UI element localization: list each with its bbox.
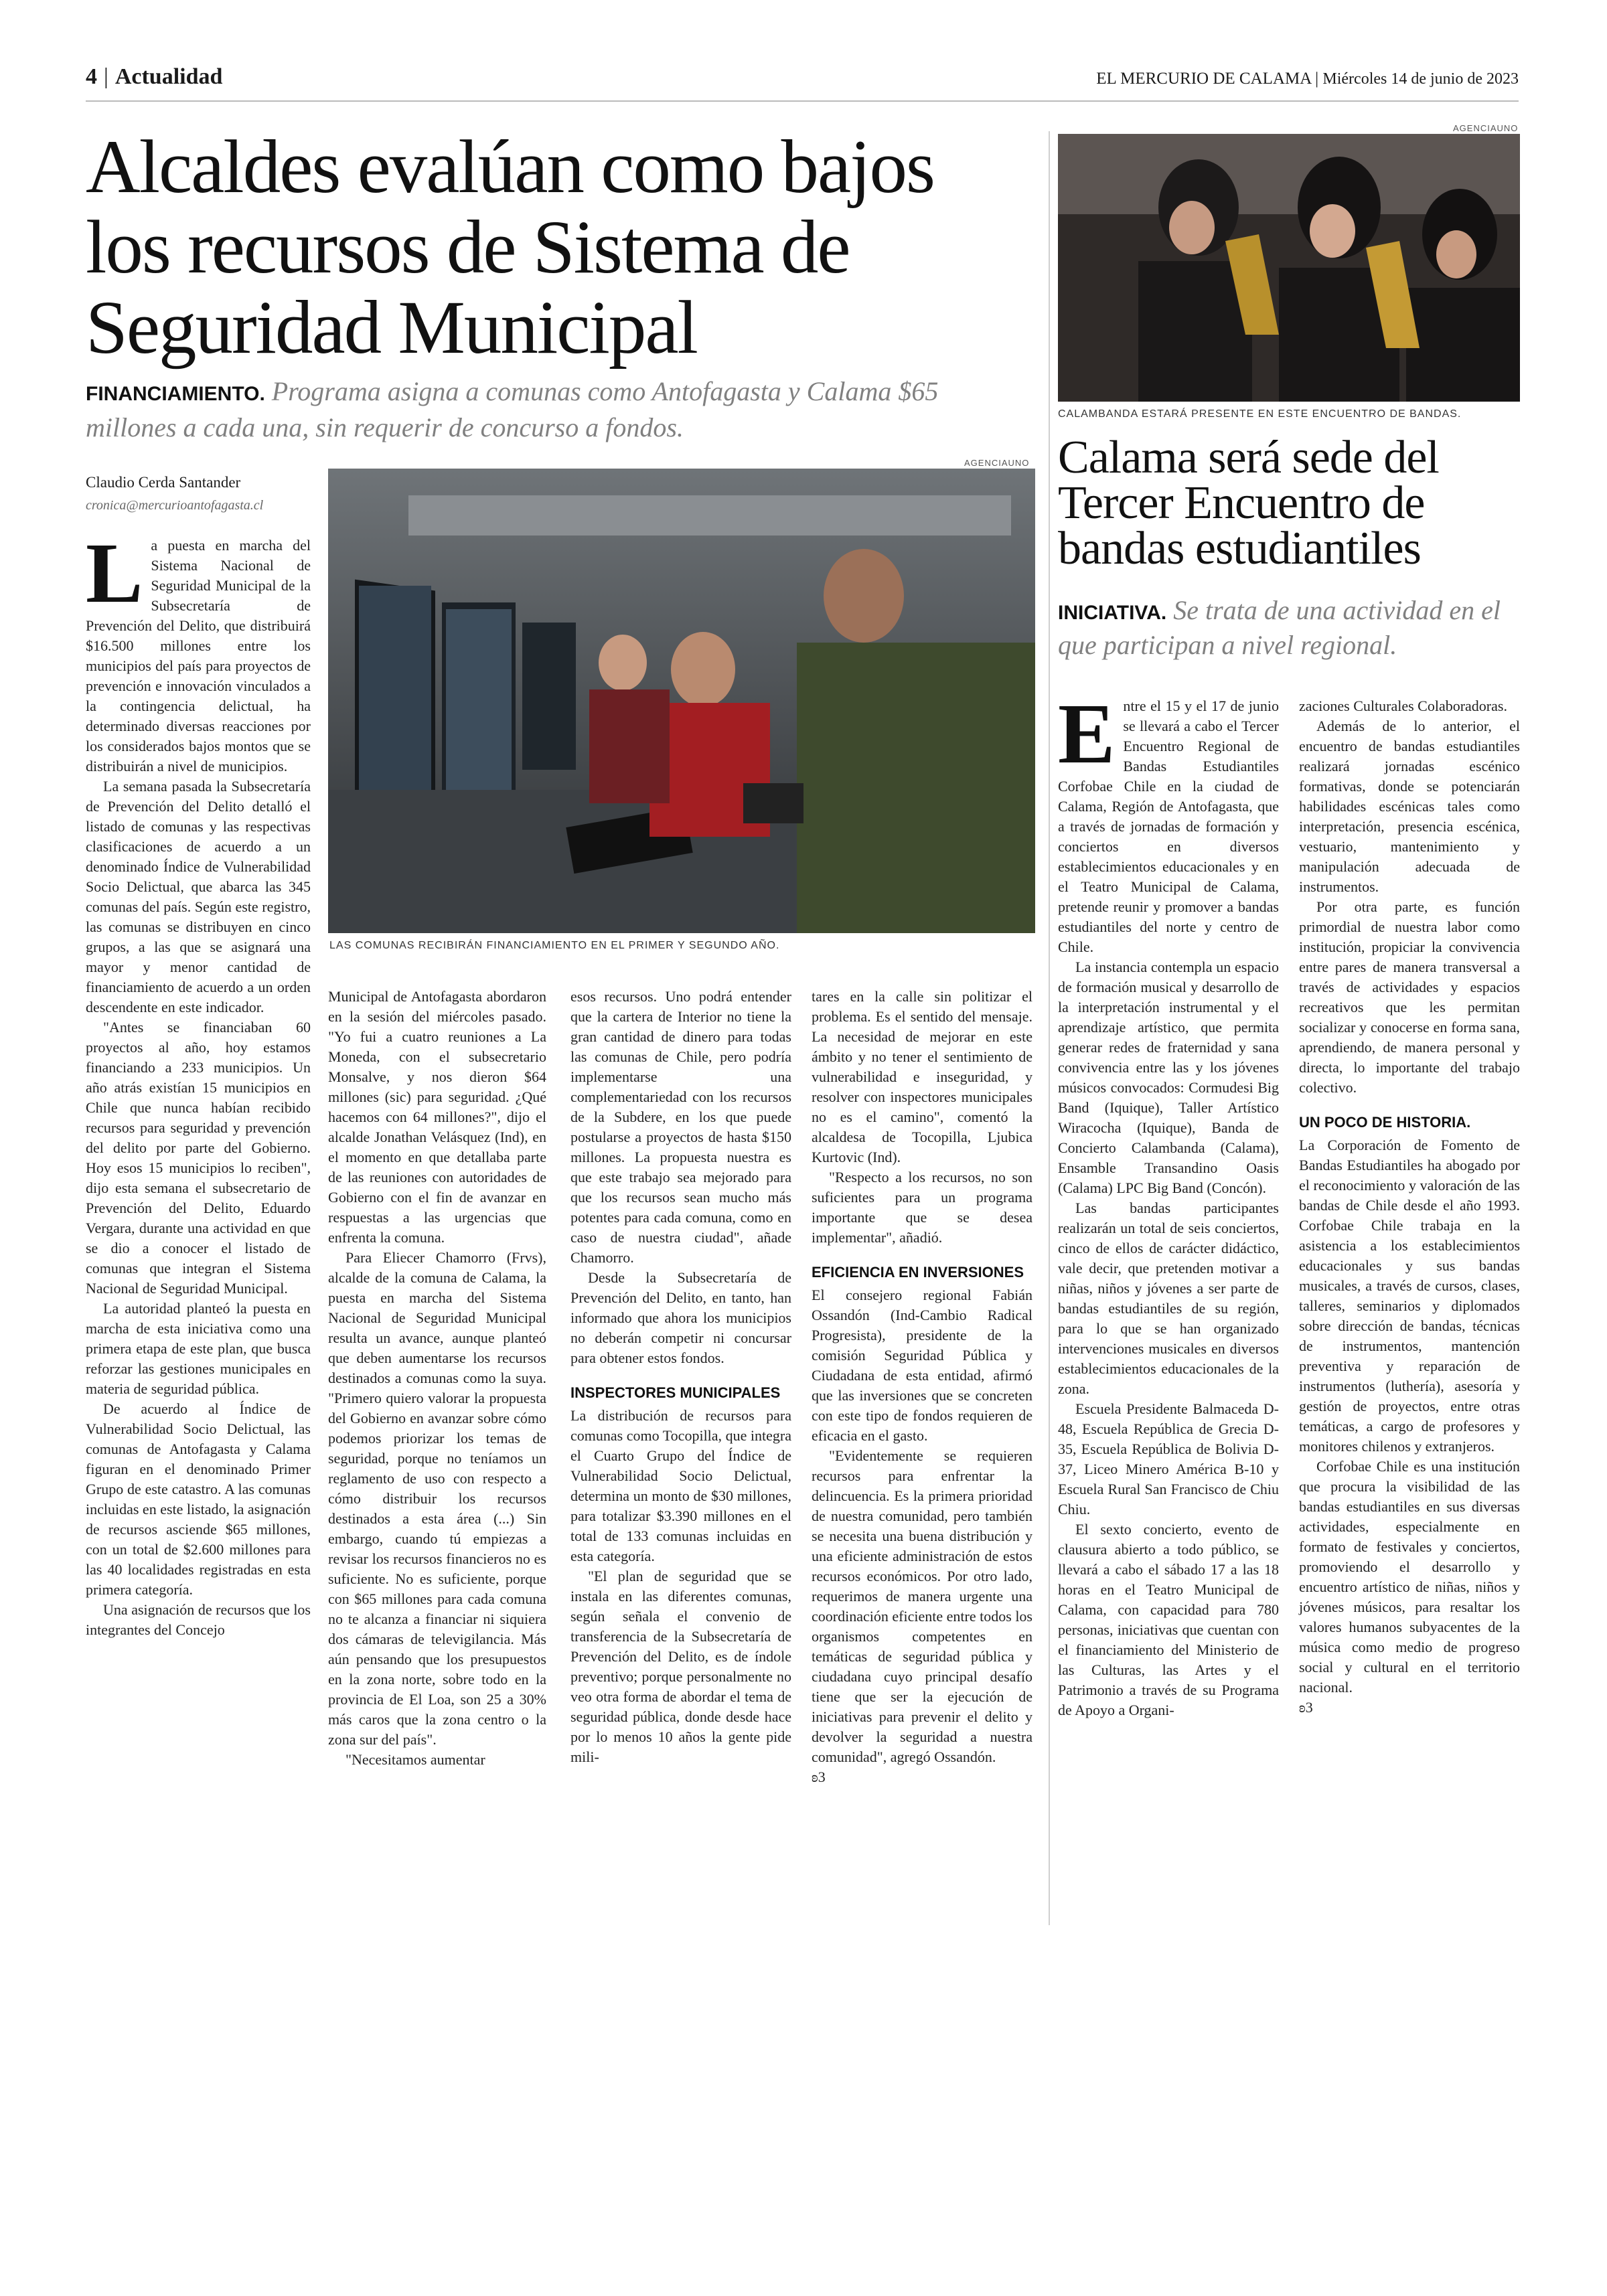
side-column-1 [1058, 686, 1279, 1720]
main-photo-credit: AGENCIAUNO [964, 458, 1030, 468]
main-paragraph: "Respecto a los recursos, no son suficientes para un programa importante que se desea implementar", añadió. [812, 1169, 1032, 1246]
side-photo-caption: CALAMBANDA ESTARÁ PRESENTE EN ESTE ENCUENTRO DE BANDAS. [1058, 408, 1462, 420]
side-paragraph: La instancia contempla un espacio de formación musical y desarrollo de la interpretación instrumental y el aprendizaje artístico, que permita generar redes de fraternidad y sana convivencia entre las y los jóvenes músicos convocados: Cormudesi Big Band (Iquique), Taller Artístico Wiracocha (Iquique), Banda de Concierto Calambanda (Calama), Ensamble Transandino Oasis (Calama) LPC Big Band (Concón). [1058, 959, 1279, 1196]
main-headline: Alcaldes evalúan como bajos los recursos de Sistema de Seguridad Municipal [86, 125, 935, 370]
author-name: Claudio Cerda Santander [86, 474, 241, 491]
main-paragraph: Para Eliecer Chamorro (Frvs), alcalde de la comuna de Calama, la puesta en marcha del Sistema Nacional de Seguridad Municipal resulta un avance, aunque planteó que deben aumentarse los recursos destinados a comunas como la suya. "Primero quiero valorar la propuesta del Gobierno en avanzar sobre cómo podemos priorizar los temas de seguridad, porque no teníamos un reglamento de uso con respecto a cómo distribuir los recursos destinados a esta área (...) Sin embargo, cuando tú empiezas a revisar los recursos financieros no es suficiente. No es suficiente, porque con $65 millones para cada comuna no te alcanza a financiar ni siquiera dos cámaras de televigilancia. Más aún pensando que los presupuestos en la zona norte, sobre todo en la provincia de El Loa, son 25 a 30% más caros que la zona centro o la zona sur del país". [328, 1249, 546, 1748]
main-photo-caption: LAS COMUNAS RECIBIRÁN FINANCIAMIENTO EN EL PRIMER Y SEGUNDO AÑO. [329, 940, 780, 951]
band-image [1058, 134, 1520, 402]
subhead-inspectores: INSPECTORES MUNICIPALES [570, 1384, 781, 1401]
main-paragraph: "El plan de seguridad que se instala en las diferentes comunas, según señala el convenio de transferencia de la Subsecretaría de Prevención del Delito, es de índole preventivo; porque personalmente no veo otra forma de abordar el tema de seguridad pública, donde desde hace por lo menos 10 años la gente pide mili- [570, 1568, 791, 1765]
main-paragraph: La semana pasada la Subsecretaría de Prevención del Delito detalló el listado de comunas y las respectivas clasificaciones de acuerdo a un denominado Índice de Vulnerabilidad Socio Delictual, que abarca las 345 comunas del país. Según este registro, las comunas se distribuyen en cinco grupos, a las que se asignará una mayor y menor cantidad de financiamiento de acuerdo a un orden descendente en este indicador. [86, 778, 311, 1015]
page-number: 4 [86, 64, 97, 89]
side-paragraph: zaciones Culturales Colaboradoras. [1299, 698, 1507, 714]
main-dropcap: L [86, 525, 143, 621]
main-paragraph: "Antes se financiaban 60 proyectos al año, hoy estamos financiando a 233 municipios. Un año atrás existían 15 municipios en Chile que nunca habían recibido recursos para seguridad y prevención del delito por parte del Gobierno. Hoy esos 15 municipios lo reciben", dijo esta semana el subsecretario de Prevención del Delito, Eduardo Vergara, durante una actividad en que se dio a conocer el listado de comunas que integran el Sistema Nacional de Seguridad Municipal. [86, 1019, 311, 1297]
side-kicker: INICIATIVA. [1058, 602, 1167, 624]
side-paragraph: La Corporación de Fomento de Bandas Estudiantiles ha abogado por el reconocimiento y valoración de las bandas de Chile desde el año 1993. Corfobae Chile trabaja en la asistencia a los establecimientos educacionales y sus bandas musicales, a través de cursos, clases, talleres, seminarios y diplomados sobre dirección de bandas, técnicas de instrumentos, mantención preventiva y reparación de instrumentos (luthería), asesoría y gestión de proyectos, entre otras temáticas, a cargo de profesores y monitores chilenos y extranjeros. [1299, 1137, 1520, 1455]
side-paragraph: El sexto concierto, evento de clausura abierto a todo público, se llevará a cabo el sábado 17 a las 18 horas en el Teatro Municipal de Calama, con capacidad para 780 personas, iniciativas que cuentan con el financiamiento del Ministerio de las Culturas, las Artes y el Patrimonio a través de su Programa de Apoyo a Organi- [1058, 1521, 1279, 1718]
section-name: Actualidad [114, 64, 223, 89]
side-paragraph: Además de lo anterior, el encuentro de bandas estudiantiles realizará jornadas escénico formativas, donde se potenciarán habilidades escénicas tales como interpretación, presencia escénica, vestuario, mantenimiento y manipulación adecuada de instrumentos. [1299, 718, 1520, 895]
main-paragraph: tares en la calle sin politizar el problema. Es el sentido del mensaje. La necesidad de mejorar en este ámbito y no tener el sentimiento de vulnerabilidad e inseguridad, y resolver con inspectores municipales no es el camino", comentó la alcaldesa de Tocopilla, Ljubica Kurtovic (Ind). [812, 988, 1032, 1165]
main-column-1 [86, 525, 311, 1640]
column-divider [1049, 131, 1050, 1925]
side-paragraph: Las bandas participantes realizarán un total de seis conciertos, cinco de ellos de carácter didáctico, vale decir, que pretenden motivar a niñas, niños y jóvenes a ser parte de bandas estudiantiles de su región, para lo que se han organizado intervenciones musicales en diversos establecimientos educacionales de la zona. [1058, 1200, 1279, 1397]
side-deck [1058, 594, 1527, 661]
control-room-image [328, 469, 1035, 933]
subhead-eficiencia: EFICIENCIA EN INVERSIONES [812, 1264, 1024, 1281]
main-end-mark: ʚ3 [812, 1769, 826, 1785]
side-paragraph: Por otra parte, es función primordial de nuestra labor como institución, propiciar la convivencia entre pares de manera transversal a través de actividades y espacios recreativos que les permitan socializar y conocerse en forma sana, aprendiendo, de manera personal y directa, lo importante del trabajo colectivo. [1299, 898, 1520, 1096]
subhead-historia: UN POCO DE HISTORIA. [1299, 1114, 1471, 1131]
side-paragraph: Corfobae Chile es una institución que procura la visibilidad de las bandas estudiantiles en sus diversas actividades, especialmente en formato de festivales y conciertos, promoviendo el desarrollo y encuentro artístico de niñas, niños y jóvenes músicos, para resaltar los valores humanos subyacentes de la música como medio de progreso social y cultural en el territorio nacional. [1299, 1458, 1520, 1696]
main-column-2 [328, 987, 546, 1770]
main-paragraph: "Necesitamos aumentar [346, 1751, 485, 1768]
main-deck-text: Programa asigna a comunas como Antofagasta y Calama $65 millones a cada una, sin requerir de concurso a fondos. [86, 376, 939, 442]
main-paragraph: a puesta en marcha del Sistema Nacional de Seguridad Municipal de la Subsecretaría de Prevención del Delito, que distribuirá $16.500 millones entre los municipios del país para proyectos de prevención e innovación vinculados a la contingencia delictual, ha determinado diversas reacciones por los considerados bajos montos que se distribuirán a nivel de municipios. [86, 537, 311, 774]
side-dropcap: E [1058, 686, 1116, 781]
side-photo-credit: AGENCIAUNO [1453, 123, 1519, 133]
publication-date: Miércoles 14 de junio de 2023 [1322, 70, 1519, 88]
side-end-mark: ʚ3 [1299, 1699, 1313, 1716]
main-paragraph: esos recursos. Uno podrá entender que la cartera de Interior no tiene la gran cantidad de dinero para todas las comunas de Chile, pero podría implementarse una complementariedad con los recursos de la Subdere, en los que puede postularse a proyectos de hasta $150 millones. La propuesta nuestra es que este trabajo sea mejorado para que los recursos sean mucho más potentes para cada comuna, como en caso de nuestra ciudad", añade Chamorro. [570, 988, 791, 1266]
main-paragraph: "Evidentemente se requieren recursos para enfrentar la delincuencia. Es la primera prioridad de nuestra comunidad, pero también se necesita una buena distribución y una eficiente administración de estos recursos económicos. Por otro lado, requerimos de manera urgente una coordinación eficiente entre todos los organismos competentes en temáticas de seguridad pública y ciudadana cuyo principal desafío tiene que ser la ejecución de iniciativas para prevenir el delito y devolver la seguridad a nuestra comunidad", agregó Ossandón. [812, 1447, 1032, 1765]
main-paragraph: El consejero regional Fabián Ossandón (Ind-Cambio Radical Progresista), presidente de la comisión Seguridad Pública y Ciudadana de esta entidad, afirmó que las inversiones que se concreten con este tipo de fondos requieren de eficacia en el gasto. [812, 1287, 1032, 1444]
main-paragraph: La distribución de recursos para comunas como Tocopilla, que integra el Cuarto Grupo del Índice de Vulnerabilidad Socio Delictual, determina un monto de $30 millones, para totalizar $3.390 millones en el total de 133 comunas incluidas en esta categoría. [570, 1407, 791, 1564]
side-deck-text: Se trata de una actividad en el que participan a nivel regional. [1058, 595, 1501, 660]
author-email[interactable]: cronica@mercurioantofagasta.cl [86, 498, 264, 513]
main-column-4 [812, 987, 1032, 1787]
side-paragraph: ntre el 15 y el 17 de junio se llevará a cabo el Tercer Encuentro Regional de Bandas Estudiantiles Corfobae Chile en la ciudad de Calama, Región de Antofagasta, que a través de jornadas de formación y conciertos en diversos establecimientos educacionales y en el Teatro Municipal de Calama, pretende reunir y promover a bandas estudiantiles del norte y centro de Chile. [1058, 698, 1279, 955]
main-paragraph: Una asignación de recursos que los integrantes del Concejo [86, 1601, 311, 1638]
page-folio: 4 | Actualidad [86, 64, 223, 89]
publication-name: EL MERCURIO DE CALAMA [1096, 70, 1311, 88]
main-paragraph: Municipal de Antofagasta abordaron en la sesión del miércoles pasado. "Yo fui a cuatro reuniones a La Moneda, con el subsecretario Monsalve, y nos dieron $64 millones (sic) para seguridad. ¿Qué hacemos con 64 millones?", dijo el alcalde Jonathan Velásquez (Ind), en el momento en que detallaba parte de las reuniones con autoridades de Gobierno con el fin de avanzar en respuestas a las urgencias que enfrenta la comuna. [328, 988, 546, 1246]
side-photo [1058, 134, 1520, 402]
main-kicker: FINANCIAMIENTO. [86, 383, 265, 405]
main-photo [328, 469, 1035, 933]
side-paragraph: Escuela Presidente Balmaceda D-48, Escuela República de Grecia D-35, Escuela República de Bolivia D-37, Liceo Minero América B-10 y Escuela Rural San Francisco de Chiu Chiu. [1058, 1400, 1279, 1518]
main-paragraph: De acuerdo al Índice de Vulnerabilidad Socio Delictual, las comunas de Antofagasta y Calama figuran en el denominado Primer Grupo de este catastro. A las comunas incluidas en este listado, la asignación de recursos asciende $65 millones, con un total de $2.600 millones para las 40 localidades registradas en esta primera categoría. [86, 1400, 311, 1598]
main-column-3 [570, 987, 791, 1767]
main-paragraph: Desde la Subsecretaría de Prevención del Delito, en tanto, han informado que ahora los municipios no deberán competir ni concursar para obtener estos fondos. [570, 1269, 791, 1366]
main-deck [86, 375, 1023, 444]
main-paragraph: La autoridad planteó la puesta en marcha de esta iniciativa como una primera etapa de este plan, que busca reforzar las gestiones municipales en materia de seguridad pública. [86, 1300, 311, 1397]
side-column-2 [1299, 696, 1520, 1718]
side-headline: Calama será sede del Tercer Encuentro de bandas estudiantiles [1058, 432, 1439, 574]
publication-line: EL MERCURIO DE CALAMA | Miércoles 14 de junio de 2023 [1096, 70, 1519, 88]
header-rule [86, 100, 1519, 102]
